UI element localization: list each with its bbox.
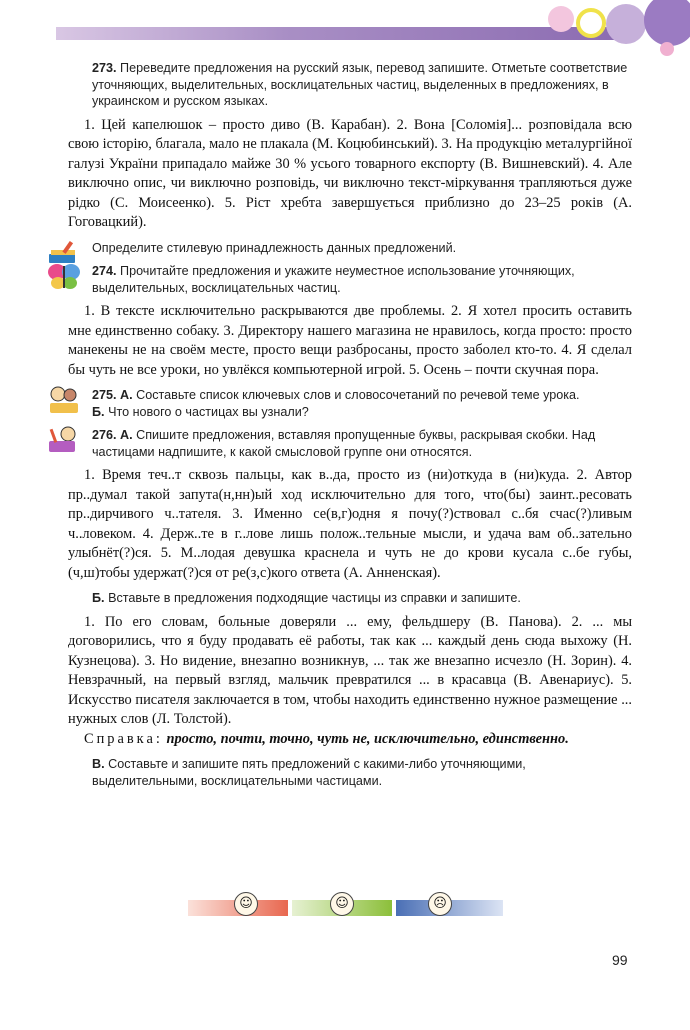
part-label: Б. [92, 591, 105, 605]
decor-circle [644, 0, 690, 46]
part-label: А. [120, 388, 133, 402]
task-text: Переведите предложения на русский язык, перевод запишите. Отметьте соответствие уточняющих, выделительных, восклицательных частиц, выделенных в предложениях, в украинском и русском языках. [92, 61, 628, 108]
neutral-face-icon: ☺ [330, 892, 354, 916]
butterfly-icon [46, 261, 82, 291]
kids-reading-icon [46, 385, 82, 415]
decor-circle [606, 4, 646, 44]
task-number: 275. [92, 388, 117, 402]
reference-label: Справка: [84, 730, 163, 747]
decor-circle [660, 42, 674, 56]
task-text: Составьте и запишите пять предложений с какими-либо уточняющими, выделительными, восклицательными частицами. [92, 757, 526, 788]
task-text: Составьте список ключевых слов и словосочетаний по речевой теме урока. [136, 388, 580, 402]
task-text: Прочитайте предложения и укажите неуместное использование уточняющих, выделительных, восклицательных частиц. [92, 264, 575, 295]
reference-words: просто, почти, точно, чуть не, исключительно, единственно. [166, 730, 569, 747]
happy-face-icon: ☺ [234, 892, 258, 916]
decor-circle [576, 8, 606, 38]
page-content [56, 60, 632, 796]
task-273-style [56, 240, 632, 257]
task-273 [56, 60, 632, 233]
task-text: Спишите предложения, вставляя пропущенные буквы, раскрывая скобки. Над частицами надпишите, к какой смысловой группе они относятся. [92, 428, 596, 459]
exercise-text: 1. Цей капелюшок – просто диво (В. Карабан). 2. Вона [Соломія]... розповідала всю свою історію, благала, мало не плакала (М. Коцюбинський). 3. На продукцію металургійної галузі України припадало майже 30 % усього товарного експорту (В. Вишневский). 4. Але виключно опис, чи виключно розповідь, чи виключно текст-міркування трапляються дуже рідко (С. Моисеенко). 5. Ріст хребта завершується приблизно до 23–25 років (А. Гоговацкий). [68, 116, 632, 230]
reference-note [68, 730, 632, 750]
task-number: 273. [92, 61, 117, 75]
header-band [56, 27, 626, 40]
task-276b [56, 590, 632, 749]
page-number: 99 [612, 952, 628, 968]
task-276v [56, 756, 632, 789]
exercise-text: 1. В тексте исключительно раскрываются две проблемы. 2. Я хотел просить оставить мне единственно собаку. 3. Директору нашего магазина не нравилось, когда просто: просто манекены не на своём месте, просто вещи разбросаны, просто заболел кто-то. 4. Я сделал бы чуть не все уроки, но увлёкся компьютерной игрой. 5. Осень – почти скучная пора. [68, 303, 632, 378]
footer-decoration [188, 896, 503, 916]
sad-face-icon: ☹ [428, 892, 452, 916]
kid-writing-icon [46, 425, 82, 455]
task-274 [56, 263, 632, 380]
part-label: Б. [92, 404, 105, 419]
task-text: Определите стилевую принадлежность данных предложений. [92, 240, 457, 255]
task-text: Вставьте в предложения подходящие частицы из справки и запишите. [108, 591, 521, 605]
task-number: 276. [92, 428, 117, 442]
part-label: А. [120, 428, 133, 442]
task-276 [56, 427, 632, 583]
task-number: 274. [92, 264, 117, 278]
task-text: Что нового о частицах вы узнали? [108, 404, 309, 419]
decor-circle [548, 6, 574, 32]
task-275 [56, 387, 632, 420]
exercise-text: 1. Время теч..т сквозь пальцы, как в..да, просто из (ни)откуда в (ни)куда. 2. Автор пр..думал такой запута(н,нн)ый ход исключительно для того, что(бы) заинт..ресовать пр..дирчивого ч..тателя. 3. Именно се(в,г)одня я почу(?)ствовал с..бя счас(?)ливым ч..ловеком. 4. Держ..те в г..лове лишь полож..тельные мысли, и удача вам об..зательно улыбнёт(?)ся. 5. М..лодая девушка краснела и чуть не до крови кусала с..бе губы, (ч,ш)тобы удержат(?)ся от ре(з,с)кого ответа (А. Анненская). [68, 467, 632, 581]
part-label: В. [92, 757, 105, 771]
exercise-text: 1. По его словам, больные доверяли ... ему, фельдшеру (В. Панова). 2. ... мы договорились, что я буду продавать её работы, так как ... каждый день сюда выхожу (Н. Кузнецова). 3. Но видение, внезапно возникнув, ... так же внезапно исчезло (Н. Зорин). 4. Невзрачный, на первый взгляд, мальчик превратился ... в красавца (В. Авенариус). 5. Искусство писателя заключается в том, чтобы находить единственно нужное размещение ... нужных слов (Л. Толстой). [68, 613, 632, 727]
